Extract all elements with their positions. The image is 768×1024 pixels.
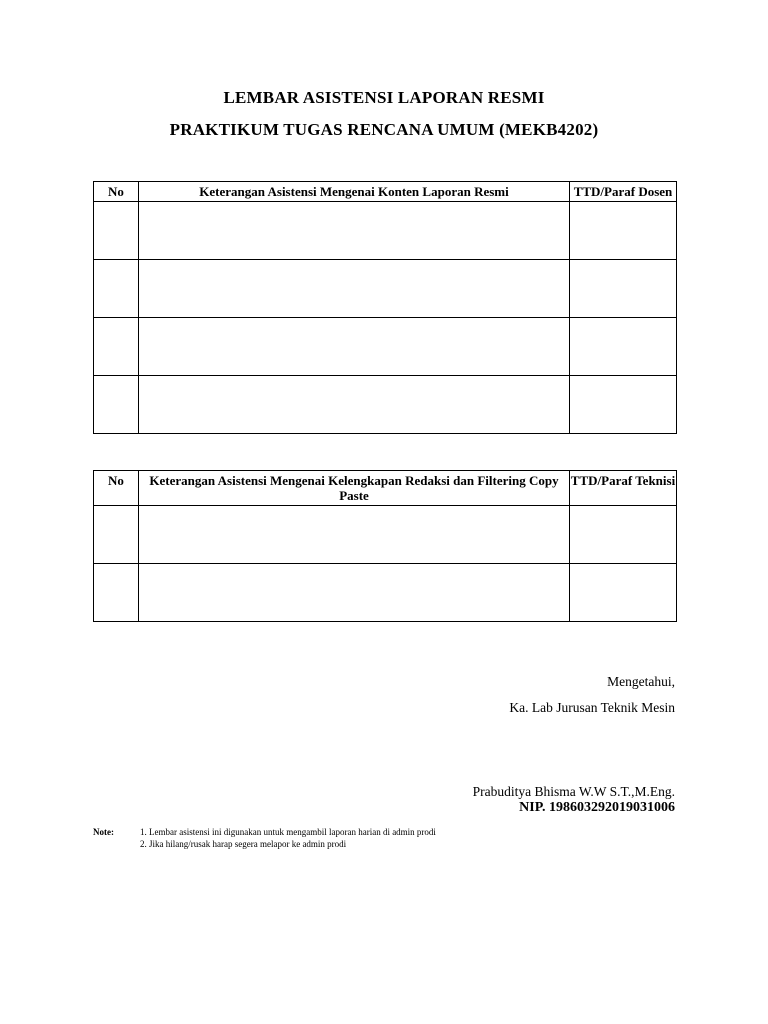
signature-cell	[570, 260, 677, 318]
signature-cell	[570, 506, 677, 564]
description-cell	[139, 506, 570, 564]
acknowledgement-text: Mengetahui,	[607, 674, 675, 689]
table-row	[94, 376, 677, 434]
description-cell	[139, 202, 570, 260]
signature-cell	[570, 202, 677, 260]
table-row	[94, 564, 677, 622]
column-header-no: No	[94, 471, 139, 506]
row-number-cell	[94, 202, 139, 260]
description-cell	[139, 564, 570, 622]
column-header-technician-sign: TTD/Paraf Teknisi	[570, 471, 677, 506]
signatory-nip: NIP. 198603292019031006	[519, 800, 675, 815]
note-label: Note:	[93, 827, 114, 837]
signature-cell	[570, 376, 677, 434]
row-number-cell	[94, 318, 139, 376]
signature-cell	[570, 318, 677, 376]
column-header-no: No	[94, 182, 139, 202]
column-header-lecturer-sign: TTD/Paraf Dosen	[570, 182, 677, 202]
table-header-row	[94, 471, 677, 506]
row-number-cell	[94, 564, 139, 622]
description-cell	[139, 260, 570, 318]
signature-cell	[570, 564, 677, 622]
editorial-assistance-table	[93, 470, 677, 622]
signatory-role: Ka. Lab Jurusan Teknik Mesin	[509, 700, 675, 715]
content-assistance-table	[93, 181, 677, 434]
column-header-description: Keterangan Asistensi Mengenai Kelengkapan Redaksi dan Filtering Copy Paste	[139, 471, 570, 506]
description-cell	[139, 318, 570, 376]
row-number-cell	[94, 506, 139, 564]
document-title: LEMBAR ASISTENSI LAPORAN RESMI	[223, 88, 545, 107]
description-cell	[139, 376, 570, 434]
table-row	[94, 506, 677, 564]
signatory-name: Prabuditya Bhisma W.W S.T.,M.Eng.	[472, 784, 675, 799]
column-header-description: Keterangan Asistensi Mengenai Konten Laporan Resmi	[139, 182, 570, 202]
table-row	[94, 202, 677, 260]
document-subtitle: PRAKTIKUM TUGAS RENCANA UMUM (MEKB4202)	[169, 120, 599, 139]
row-number-cell	[94, 260, 139, 318]
table-body	[94, 506, 677, 622]
table-header-row	[94, 182, 677, 202]
table-body	[94, 202, 677, 434]
note-item: 2. Jika hilang/rusak harap segera melapor ke admin prodi	[140, 839, 347, 849]
note-item: 1. Lembar asistensi ini digunakan untuk mengambil laporan harian di admin prodi	[140, 827, 436, 837]
table-row	[94, 260, 677, 318]
row-number-cell	[94, 376, 139, 434]
table-row	[94, 318, 677, 376]
